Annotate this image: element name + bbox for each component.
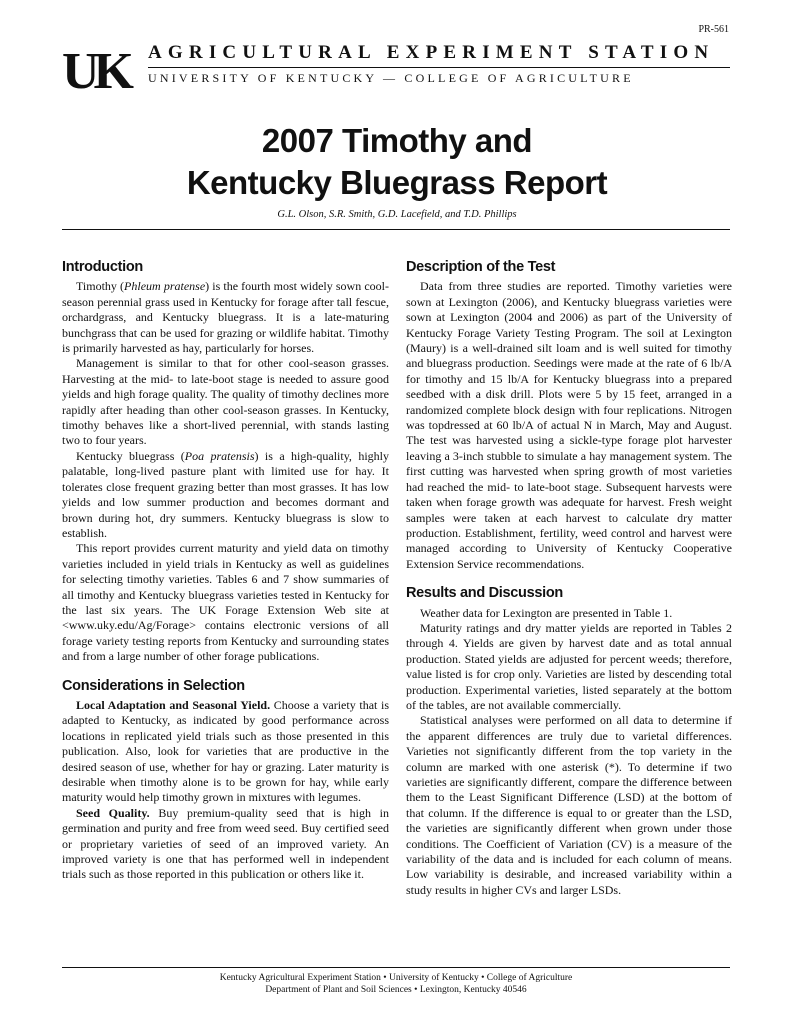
introduction-heading: Introduction — [62, 259, 143, 275]
page-title — [62, 120, 732, 204]
footer-line-2: Department of Plant and Soil Sciences • Lexington, Kentucky 40546 — [265, 985, 527, 995]
station-name: AGRICULTURAL EXPERIMENT STATION — [148, 42, 715, 63]
results-heading: Results and Discussion — [406, 585, 563, 602]
title-line-1: 2007 Timothy and — [261, 122, 533, 159]
footer-rule — [62, 967, 730, 968]
document-code: PR-561 — [698, 24, 729, 35]
considerations-paragraph-1: Local Adaptation and Seasonal Yield. Choose a variety that is adapted to Kentucky, as indicated by good performance across locations in replicated yield trials such as those presented in this publication. Also, look for varieties that are productive in the desired season of use, whether for hay or grazing. Later maturity is desirable when timothy alone is to be grown for hay, while early maturity would help timothy grown in mixtures with legumes. — [62, 697, 390, 805]
university-name: UNIVERSITY OF KENTUCKY — COLLEGE OF AGRICULTURE — [148, 71, 634, 85]
title-line-2: Kentucky Bluegrass Report — [186, 164, 608, 201]
header-rule — [148, 67, 730, 68]
results-paragraph-3: Statistical analyses were performed on all data to determine if the apparent differences are truly due to varietal differences. Varieties not significantly different from the top variety in the column are marked with one asterisk (*). To determine if two varieties are significantly different, compare the difference between them to the Least Significant Difference (LSD) at the bottom of that column. If the difference is equal to or greater than the LSD, the varieties are significantly different when grown under those conditions. The Coefficient of Variation (CV) is a measure of the variability of the data and is included for each column of means. Low variability is desirable, and increased variability within a study results in higher CVs and larger LSDs. — [406, 713, 732, 897]
footer — [62, 972, 730, 996]
results-paragraph-2: Maturity ratings and dry matter yields are reported in Tables 2 through 4. Yields are given by harvest date and as total annual production. Stated yields are adjusted for percent weeds; therefore, value listed is for crop only. Varieties are listed by descending total production. Experimental varieties, listed separately at the bottom of the tables, are not available commercially. — [406, 620, 732, 712]
results-paragraph-1: Weather data for Lexington are presented in Table 1. — [420, 605, 673, 620]
considerations-heading: Considerations in Selection — [62, 677, 245, 694]
intro-paragraph-1: Timothy (Phleum pratense) is the fourth most widely sown cool-season perennial grass used in Kentucky for forage after tall fescue, orchardgrass, and Kentucky bluegrass. It is a late-maturing bunchgrass that can be used for grazing or wildlife habitat. Timothy is primarily harvested as hay, particularly for horses. — [62, 279, 389, 356]
right-column — [406, 260, 732, 898]
left-column — [62, 260, 389, 883]
footer-line-1: Kentucky Agricultural Experiment Station • University of Kentucky • College of Agriculture — [219, 973, 573, 983]
description-paragraph-1: Data from three studies are reported. Timothy varieties were sown at Lexington (2006), and Kentucky bluegrass varieties were sown at Lexington (2004 and 2006) as part of the University of Kentucky Forage Variety Testing Program. The soil at Lexington (Maury) is a well-drained silt loam and is well suited for timothy and bluegrass production. Seedings were made at the rate of 6 lb/A for timothy and 15 lb/A for Kentucky bluegrass into a prepared seedbed with a disk drill. Plots were 5 by 15 feet, arranged in a randomized complete block design with four replications. Nitrogen was topdressed at 60 lb/A of actual N in March, May and August. The test was harvested using a sickle-type forage plot harvester leaving a 3-inch stubble to simulate a hay management system. The first cutting was harvested when spring growth of most varieties had reached the mid- to late-boot stage. Subsequent harvests were taken when forage growth was adequate for harvest. Fresh weight samples were taken at each harvest to calculate dry matter production. Establishment, fertility, weed control and harvest were managed according to University of Kentucky Cooperative Extension Service recommendations. — [406, 279, 732, 571]
uk-logo — [62, 46, 138, 92]
intro-paragraph-2: Management is similar to that for other cool-season grasses. Harvesting at the mid- to late-boot stage is needed to assure good yields and high forage quality. The quality of timothy declines more rapidly after heading than other cool-season grasses. In Kentucky, timothy behaves like a short-lived perennial, with stands lasting two to four years. — [62, 356, 389, 448]
intro-paragraph-4: This report provides current maturity and yield data on timothy varieties included in yield trials in Kentucky as well as guidelines for selecting timothy varieties. Tables 6 and 7 show summaries of all timothy and Kentucky bluegrass varieties tested in Kentucky for the last six years. The UK Forage Extension Web site at <www.uky.edu/Ag/Forage> contains electronic versions of all forage variety testing reports from Kentucky and surrounding states and from a large number of other forage publications. — [62, 541, 389, 664]
title-rule — [62, 229, 730, 230]
uk-logo-text: UK — [62, 46, 128, 92]
intro-paragraph-3: Kentucky bluegrass (Poa pratensis) is a high-quality, highly palatable, long-lived pasture plant with limited use for hay. It tolerates close frequent grazing better than most grasses. It has low yields and low summer production and becomes dormant and brown during hot, dry summers. Kentucky bluegrass is slow to establish. — [62, 448, 389, 540]
considerations-paragraph-2: Seed Quality. Buy premium-quality seed that is high in germination and purity and free from weed seed. Buy certified seed or proprietary varieties of seed of an improved variety. An improved variety is one that has performed well in independent trials such as those reported in this publication or others like it. — [62, 805, 390, 882]
authors: G.L. Olson, S.R. Smith, G.D. Lacefield, and T.D. Phillips — [277, 209, 517, 220]
description-heading: Description of the Test — [406, 259, 556, 275]
